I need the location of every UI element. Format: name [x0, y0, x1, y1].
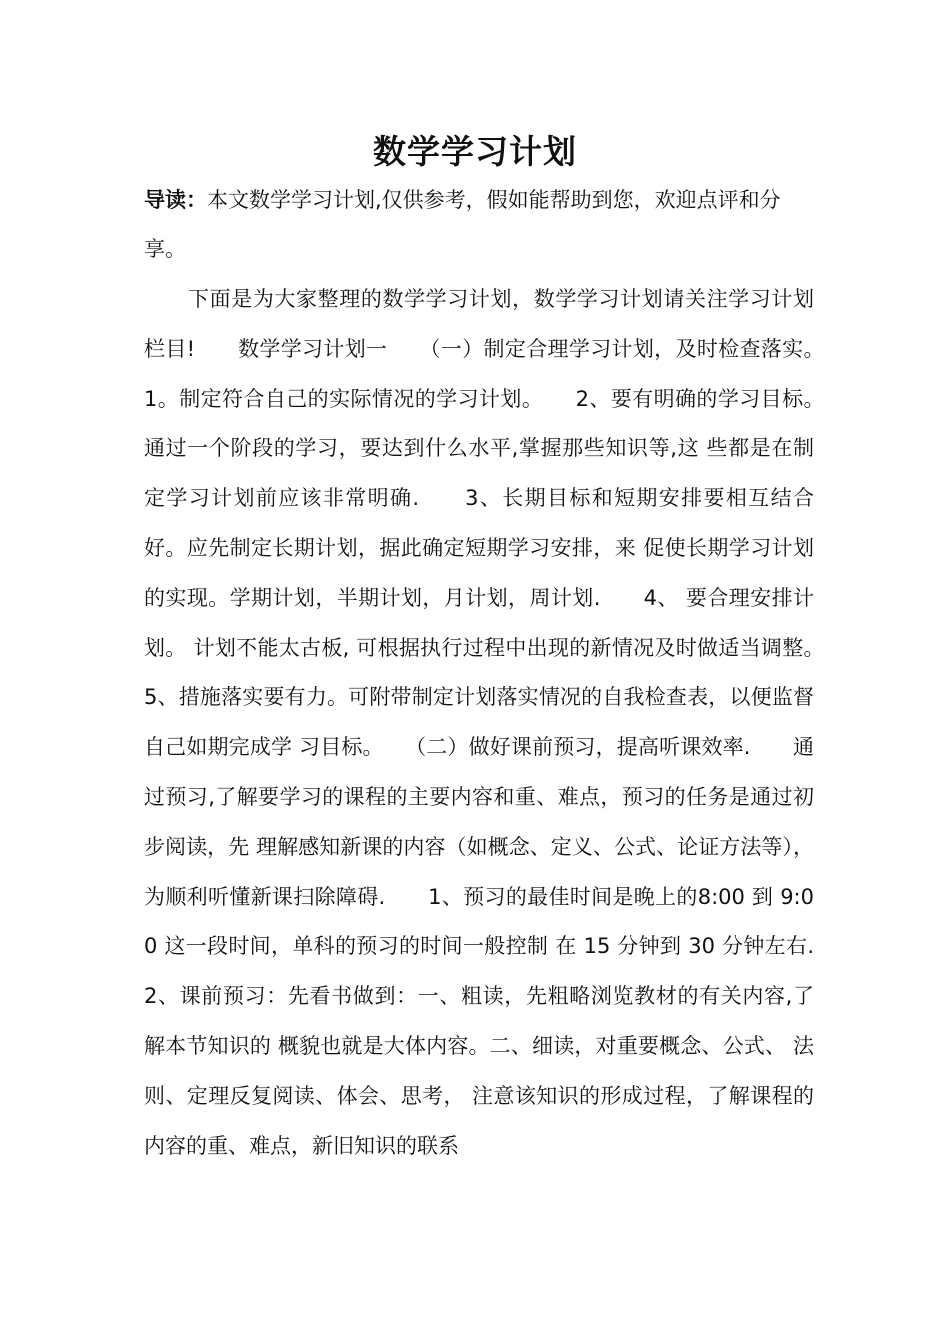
intro-label: 导读： [144, 188, 207, 212]
document-title: 数学学习计划 [373, 132, 577, 171]
intro-text: 本文数学学习计划,仅供参考，假如能帮助到您，欢迎点评和分享。 [144, 188, 781, 261]
intro-paragraph [144, 176, 814, 274]
body-paragraph: 下面是为大家整理的数学学习计划，数学学习计划请关注学习计划栏目! 数学学习计划一 （一）制定合理学习计划，及时检查落实。 1。制定符合自己的实际情况的学习计划。 2、要有明确的学习目标。 通过一个阶段的学习，要达到什么水平,掌握那些知识等,这 些都是在制定学习计划前应该非常明确. 3、长期目标和短期安排要相互结合好。应先制定长期计划，据此确定短期学习安排，来 促使长期学习计划的实现。学期计划，半期计划，月计划，周计划. 4、 要合理安排计划。 计划不能太古板, 可根据执行过程中出现的新情况及时做适当调整。 5、措施落实要有力。可附带制定计划落实情况的自我检查表，以便监督自己如期完成学 习目标。 （二）做好课前预习，提高听课效率. 通过预习,了解要学习的课程的主要内容和重、难点，预习的任务是通过初步阅读，先 理解感知新课的内容（如概念、定义、公式、论证方法等），为顺利听懂新课扫除障碍. 1、预习的最佳时间是晚上的8:00 到 9:00 这一段时间，单科的预习的时间一般控制 在 15 分钟到 30 分钟左右. 2、课前预习：先看书做到：一、粗读，先粗略浏览教材的有关内容,了解本节知识的 概貌也就是大体内容。二、细读，对重要概念、公式、 法则、定理反复阅读、体会、思考， 注意该知识的形成过程，了解课程的内容的重、难点，新旧知识的联系 [144, 287, 856, 1158]
